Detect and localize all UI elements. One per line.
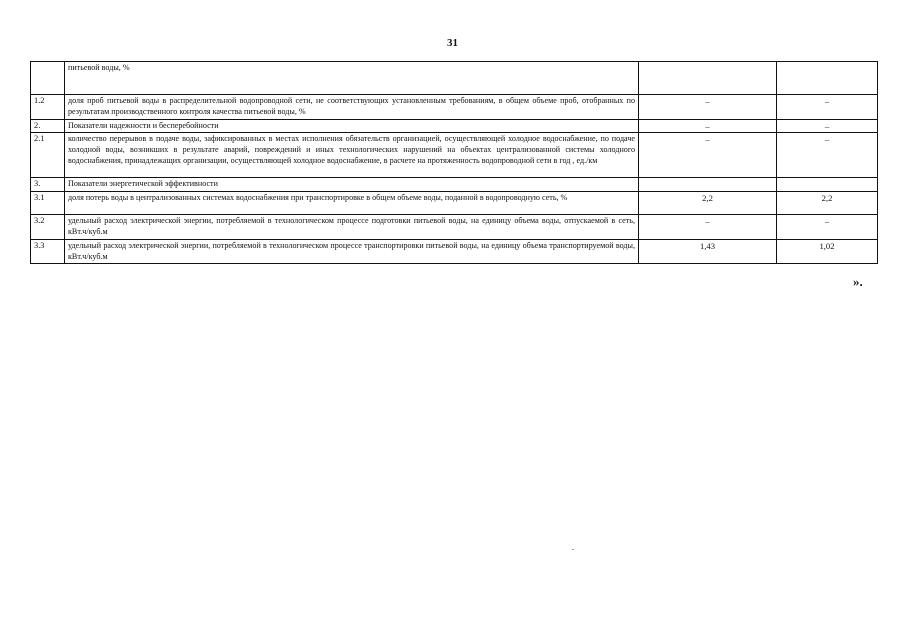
table-row [31, 239, 878, 264]
table-row [31, 95, 878, 120]
closing-quote-mark: ». [853, 274, 863, 289]
indicator-name: удельный расход электрической энергии, потребляемой в технологическом процессе транспортировки питьевой воды, на единицу объема транспортируемой воды, кВт.ч/куб.м [65, 239, 639, 264]
value-column-2: – [777, 95, 878, 120]
table-row [31, 192, 878, 215]
value-column-2: 1,02 [777, 239, 878, 264]
indicator-name: количество перерывов в подаче воды, зафиксированных в местах исполнения обязательств организацией, осуществляющей холодное водоснабжение, по подаче холодной воды, возникших в результате аварий, повреждений и иных технологических нарушений на объектах централизованной системы холодного водоснабжения, принадлежащих организации, осуществляющей холодное водоснабжение, в расчете на протяженность водопроводной сети в год , ед./км [65, 133, 639, 178]
value-column-2: – [777, 119, 878, 133]
value-column-1: – [639, 215, 777, 240]
value-column-2: – [777, 133, 878, 178]
value-column-1 [639, 62, 777, 95]
row-number: 3.3 [31, 239, 65, 264]
row-number [31, 62, 65, 95]
row-number: 2. [31, 119, 65, 133]
row-number: 3.2 [31, 215, 65, 240]
value-column-2: – [777, 215, 878, 240]
indicator-name: доля проб питьевой воды в распределительной водопроводной сети, не соответствующих установленным требованиям, в общем объеме проб, отобранных по результатам производственного контроля качества питьевой воды, % [65, 95, 639, 120]
table-row [31, 133, 878, 178]
row-number: 2.1 [31, 133, 65, 178]
row-number: 3.1 [31, 192, 65, 215]
value-column-2: 2,2 [777, 192, 878, 215]
indicators-table [30, 61, 878, 264]
value-column-1 [639, 178, 777, 192]
value-column-1: – [639, 95, 777, 120]
value-column-1: 1,43 [639, 239, 777, 264]
value-column-1: – [639, 119, 777, 133]
value-column-1: – [639, 133, 777, 178]
row-number: 1.2 [31, 95, 65, 120]
value-column-1: 2,2 [639, 192, 777, 215]
indicator-name: удельный расход электрической энергии, потребляемой в технологическом процессе подготовки питьевой воды, на единицу объема воды, отпускаемой в сеть, кВт.ч/куб.м [65, 215, 639, 240]
table-row [31, 215, 878, 240]
scan-artifact [572, 549, 574, 550]
row-number: 3. [31, 178, 65, 192]
page-number: 31 [447, 37, 458, 49]
value-column-2 [777, 178, 878, 192]
indicator-name: доля потерь воды в централизованных системах водоснабжения при транспортировке в общем объеме воды, поданной в водопроводную сеть, % [65, 192, 639, 215]
table-row [31, 178, 878, 192]
table-row [31, 119, 878, 133]
section-heading: Показатели энергетической эффективности [65, 178, 639, 192]
indicator-name: питьевой воды, % [65, 62, 639, 95]
table-row [31, 62, 878, 95]
section-heading: Показатели надежности и бесперебойности [65, 119, 639, 133]
value-column-2 [777, 62, 878, 95]
